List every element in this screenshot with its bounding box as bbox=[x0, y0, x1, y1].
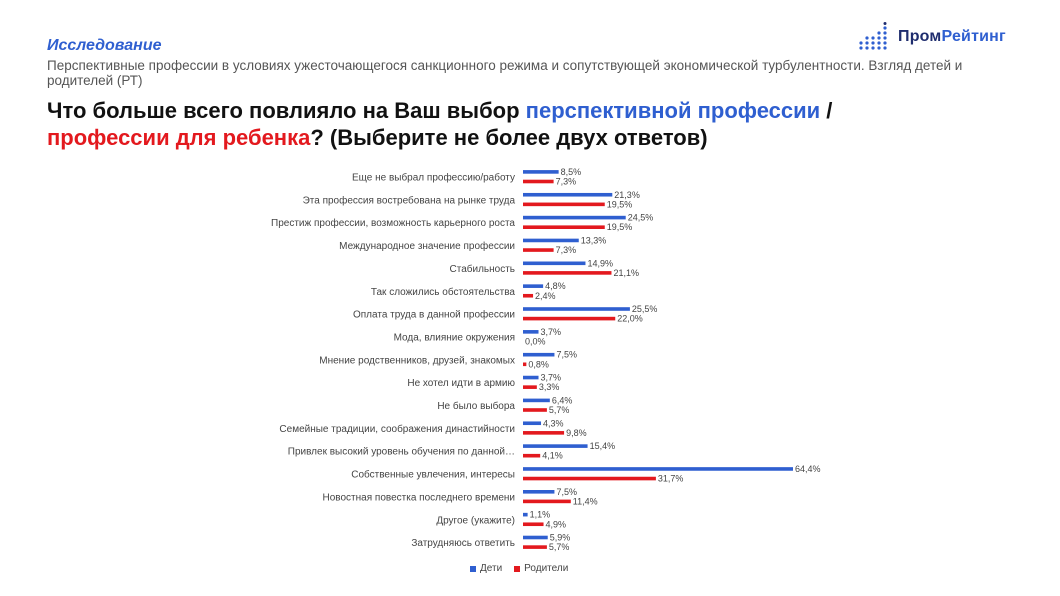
bar-children bbox=[523, 467, 793, 471]
data-label-parents: 11,4% bbox=[572, 496, 598, 507]
data-label-parents: 4,1% bbox=[542, 450, 563, 461]
bar-children bbox=[523, 262, 585, 266]
data-label-children: 4,3% bbox=[543, 418, 564, 429]
bar-children bbox=[523, 490, 554, 494]
legend-label-parents: Родители bbox=[524, 563, 569, 574]
bar-parents bbox=[523, 180, 554, 184]
header-subtitle: Перспективные профессии в условиях ужесточающегося санкционного режима и сопутствующей экономической турбулентности. Взгляд детей и родителей (РТ) bbox=[47, 58, 963, 88]
data-label-children: 1,1% bbox=[529, 509, 551, 520]
data-label-parents: 5,7% bbox=[548, 542, 570, 553]
bar-parents bbox=[523, 294, 533, 298]
bar-children bbox=[523, 330, 539, 334]
bar-children bbox=[523, 536, 548, 540]
bar-children bbox=[523, 444, 588, 448]
data-label-parents: 0,8% bbox=[528, 359, 549, 370]
category-label: Еще не выбрал профессию/работу bbox=[351, 172, 515, 184]
bar-parents bbox=[523, 454, 540, 458]
logo-text-prom: Пром bbox=[898, 28, 942, 45]
category-label: Так сложились обстоятельства bbox=[370, 286, 515, 298]
data-label-parents: 7,3% bbox=[555, 176, 577, 187]
bar-children bbox=[523, 376, 539, 380]
bar-parents bbox=[523, 522, 544, 526]
bar-children bbox=[523, 216, 626, 220]
bar-children bbox=[523, 513, 528, 517]
data-label-children: 7,5% bbox=[556, 349, 577, 360]
question-highlight-red: профессии для ребенка bbox=[47, 125, 311, 150]
data-label-parents: 4,9% bbox=[545, 519, 567, 530]
data-label-parents: 21,1% bbox=[613, 267, 639, 278]
legend-label-children: Дети bbox=[480, 563, 503, 574]
data-label-children: 21,3% bbox=[614, 189, 640, 200]
bar-parents bbox=[523, 271, 611, 275]
data-label-parents: 22,0% bbox=[617, 313, 643, 324]
category-label: Другое (укажите) bbox=[436, 515, 515, 527]
bar-parents bbox=[523, 477, 656, 481]
bar-children bbox=[523, 353, 554, 357]
category-label: Новостная повестка последнего времени bbox=[322, 492, 515, 504]
data-label-parents: 3,3% bbox=[538, 382, 560, 393]
category-label: Международное значение профессии bbox=[339, 241, 515, 253]
data-label-children: 25,5% bbox=[631, 304, 658, 314]
data-label-parents: 5,7% bbox=[548, 405, 570, 415]
bar-parents bbox=[523, 385, 537, 389]
chart-legend bbox=[470, 563, 580, 574]
bar-parents bbox=[523, 431, 564, 435]
header-kicker: Исследование bbox=[47, 37, 162, 54]
bar-parents bbox=[523, 248, 554, 252]
category-label: Привлек высокий уровень обучения по данной… bbox=[287, 446, 515, 458]
bar-parents bbox=[523, 203, 605, 207]
bar-dots-logo-icon bbox=[858, 22, 890, 52]
bar-parents bbox=[523, 363, 526, 367]
category-label: Мнение родственников, друзей, знакомых bbox=[319, 355, 515, 367]
bar-children bbox=[523, 239, 579, 243]
data-label-parents: 9,8% bbox=[566, 427, 587, 438]
data-label-children: 8,5% bbox=[560, 166, 582, 177]
data-label-children: 5,9% bbox=[549, 532, 571, 543]
question-part1: Что больше всего повлияло на Ваш выбор bbox=[47, 98, 526, 123]
data-label-children: 13,3% bbox=[580, 235, 607, 246]
data-label-parents: 19,5% bbox=[606, 222, 633, 233]
legend-swatch-parents bbox=[514, 566, 520, 572]
bar-chart bbox=[0, 160, 1060, 560]
legend-item-parents bbox=[514, 563, 568, 574]
category-label: Оплата труда в данной профессии bbox=[352, 309, 515, 321]
data-label-children: 24,5% bbox=[627, 212, 654, 223]
question-part2: / bbox=[820, 98, 833, 123]
data-label-parents: 19,5% bbox=[606, 199, 633, 210]
bar-children bbox=[523, 170, 559, 174]
legend-item-children bbox=[470, 563, 502, 574]
data-label-children: 4,8% bbox=[545, 281, 566, 292]
data-label-children: 6,4% bbox=[551, 395, 573, 406]
category-label: Стабильность bbox=[449, 263, 515, 275]
category-label: Семейные традиции, соображения династийности bbox=[279, 423, 515, 435]
bar-children bbox=[523, 284, 543, 288]
category-label: Не хотел идти в армию bbox=[407, 378, 515, 390]
question-part3: ? (Выберите не более двух ответов) bbox=[310, 125, 708, 150]
data-label-children: 7,5% bbox=[556, 486, 577, 497]
bar-parents bbox=[523, 408, 547, 412]
data-label-children: 3,7% bbox=[540, 326, 562, 337]
bar-parents bbox=[523, 545, 547, 549]
question-highlight-blue: перспективной профессии bbox=[525, 98, 821, 123]
category-label: Затрудняюсь ответить bbox=[411, 538, 515, 550]
bar-children bbox=[523, 193, 612, 197]
bar-children bbox=[523, 307, 630, 311]
bar-children bbox=[523, 421, 541, 425]
logo-text-reiting: Рейтинг bbox=[941, 28, 1006, 45]
data-label-children: 64,4% bbox=[795, 463, 821, 474]
bar-parents bbox=[523, 225, 605, 229]
category-label: Не было выбора bbox=[437, 401, 515, 412]
data-label-parents: 2,4% bbox=[535, 290, 556, 301]
bar-children bbox=[523, 399, 550, 403]
category-label: Мода, влияние окружения bbox=[393, 332, 515, 344]
data-label-children: 15,4% bbox=[589, 441, 616, 452]
bar-parents bbox=[523, 500, 571, 504]
data-label-children: 3,7% bbox=[540, 372, 562, 383]
bar-parents bbox=[523, 317, 615, 321]
question-title bbox=[47, 97, 1007, 151]
data-label-parents: 0,0% bbox=[525, 336, 546, 347]
category-label: Эта профессия востребована на рынке труда bbox=[302, 195, 515, 207]
brand-logo bbox=[858, 22, 1006, 52]
category-label: Собственные увлечения, интересы bbox=[351, 469, 515, 481]
data-label-children: 14,9% bbox=[587, 258, 614, 269]
category-label: Престиж профессии, возможность карьерного роста bbox=[271, 218, 515, 230]
data-label-parents: 7,3% bbox=[555, 245, 577, 256]
legend-swatch-children bbox=[470, 566, 476, 572]
data-label-parents: 31,7% bbox=[657, 473, 684, 484]
